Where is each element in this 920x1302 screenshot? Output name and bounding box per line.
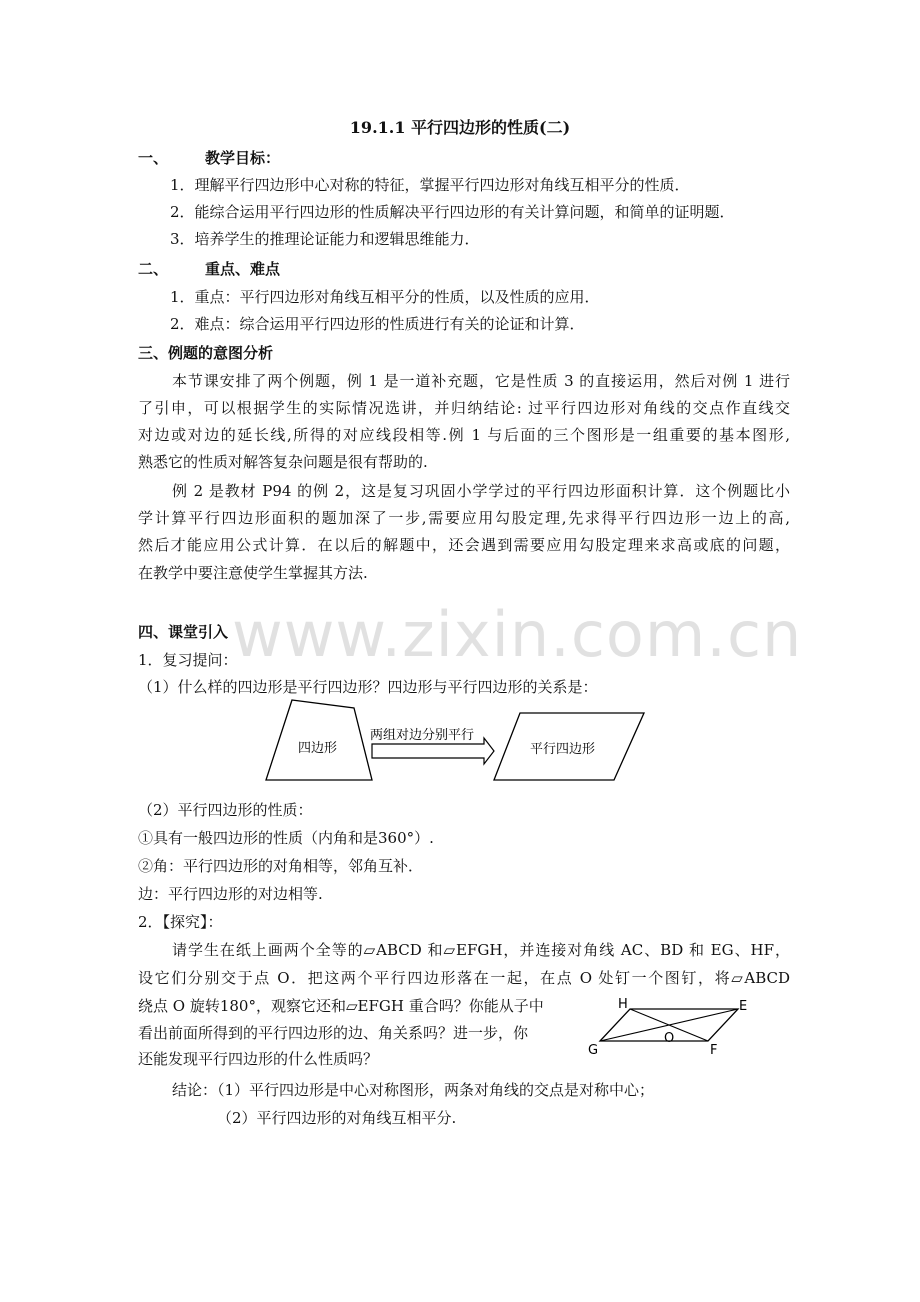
- parallelogram-efgh-diagram: [588, 994, 768, 1064]
- quadrilateral-shape: [266, 700, 372, 780]
- parallelogram-label: 平行四边形: [530, 742, 596, 757]
- key-point-1: 1．重点：平行四边形对角线互相平分的性质，以及性质的应用．: [170, 288, 600, 306]
- paragraph-1-line-2: 了引申，可以根据学生的实际情况选讲，并归纳结论: 过平行四边形对角线的交点作直线交: [138, 399, 790, 417]
- vertex-f-label: F: [710, 1043, 718, 1058]
- paragraph-1-line-4: 熟悉它的性质对解答复杂问题是很有帮助的.: [138, 453, 428, 471]
- explore-line-1: 请学生在纸上画两个全等的▱ABCD 和▱EFGH，并连接对角线 AC、BD 和 EG、HF，: [172, 941, 790, 959]
- explore-line-4: 看出前面所得到的平行四边形的边、角关系吗？进一步，你: [138, 1024, 529, 1042]
- property-1: ①具有一般四边形的性质（内角和是360°）.: [138, 829, 434, 847]
- explore-heading: 2．【探究】：: [138, 913, 223, 931]
- property-2: ②角：平行四边形的对角相等，邻角互补．: [138, 857, 424, 875]
- quadrilateral-label: 四边形: [298, 741, 338, 756]
- watermark: www.zixin.com.cn: [232, 598, 803, 671]
- paragraph-1-line-1: 本节课安排了两个例题，例 1 是一道补充题，它是性质 3 的直接运用，然后对例 1 进行: [172, 372, 790, 390]
- section-4-heading: 四、课堂引入: [138, 623, 229, 641]
- section-2-number: 二、: [138, 260, 169, 278]
- property-3: 边：平行四边形的对边相等.: [138, 885, 323, 903]
- quadrilateral-to-parallelogram-diagram: [262, 698, 662, 788]
- section-1-number: 一、: [138, 149, 169, 167]
- question-2: （2）平行四边形的性质：: [138, 801, 313, 819]
- explore-line-3: 绕点 O 旋转180°，观察它还和▱EFGH 重合吗？你能从子中: [138, 997, 544, 1015]
- vertex-g-label: G: [588, 1043, 599, 1058]
- explore-line-5: 还能发现平行四边形的什么性质吗？: [138, 1050, 379, 1068]
- conclusion-2: （2）平行四边形的对角线互相平分.: [217, 1109, 457, 1127]
- objective-3: 3．培养学生的推理论证能力和逻辑思维能力．: [170, 230, 480, 248]
- arrow-label: 两组对边分别平行: [370, 728, 475, 743]
- section-1-heading: 教学目标：: [205, 149, 281, 167]
- conclusion-1: 结论：（1）平行四边形是中心对称图形，两条对角线的交点是对称中心；: [172, 1081, 655, 1099]
- paragraph-2-line-1: 例 2 是教材 P94 的例 2，这是复习巩固小学学过的平行四边形面积计算．这个例题比小: [172, 482, 790, 500]
- paragraph-2-line-4: 在教学中要注意使学生掌握其方法.: [138, 564, 368, 582]
- paragraph-1-line-3: 对边或对边的延长线,所得的对应线段相等.例 1 与后面的三个图形是一组重要的基本图形,: [138, 426, 790, 444]
- paragraph-2-line-3: 然后才能应用公式计算．在以后的解题中，还会遇到需要应用勾股定理来求高或底的问题，: [138, 536, 790, 554]
- review-heading: 1．复习提问：: [138, 651, 238, 669]
- section-3-heading: 三、例题的意图分析: [138, 344, 274, 362]
- vertex-h-label: H: [618, 997, 628, 1012]
- explore-line-2: 设它们分别交于点 O．把这两个平行四边形落在一起，在点 O 处钉一个图钉，将▱ABCD: [138, 969, 790, 987]
- objective-2: 2．能综合运用平行四边形的性质解决平行四边形的有关计算问题，和简单的证明题．: [170, 203, 735, 221]
- question-1: （1）什么样的四边形是平行四边形？四边形与平行四边形的关系是：: [138, 678, 598, 696]
- page-title: 19.1.1 平行四边形的性质(二): [349, 118, 571, 137]
- center-o-label: O: [664, 1031, 675, 1046]
- paragraph-2-line-2: 学计算平行四边形面积的题加深了一步,需要应用勾股定理,先求得平行四边形一边上的高,: [138, 509, 790, 527]
- section-2-heading: 重点、难点: [205, 260, 281, 278]
- objective-1: 1．理解平行四边形中心对称的特征，掌握平行四边形对角线互相平分的性质．: [170, 176, 690, 194]
- key-point-2: 2．难点：综合运用平行四边形的性质进行有关的论证和计算．: [170, 315, 585, 333]
- vertex-e-label: E: [739, 999, 748, 1014]
